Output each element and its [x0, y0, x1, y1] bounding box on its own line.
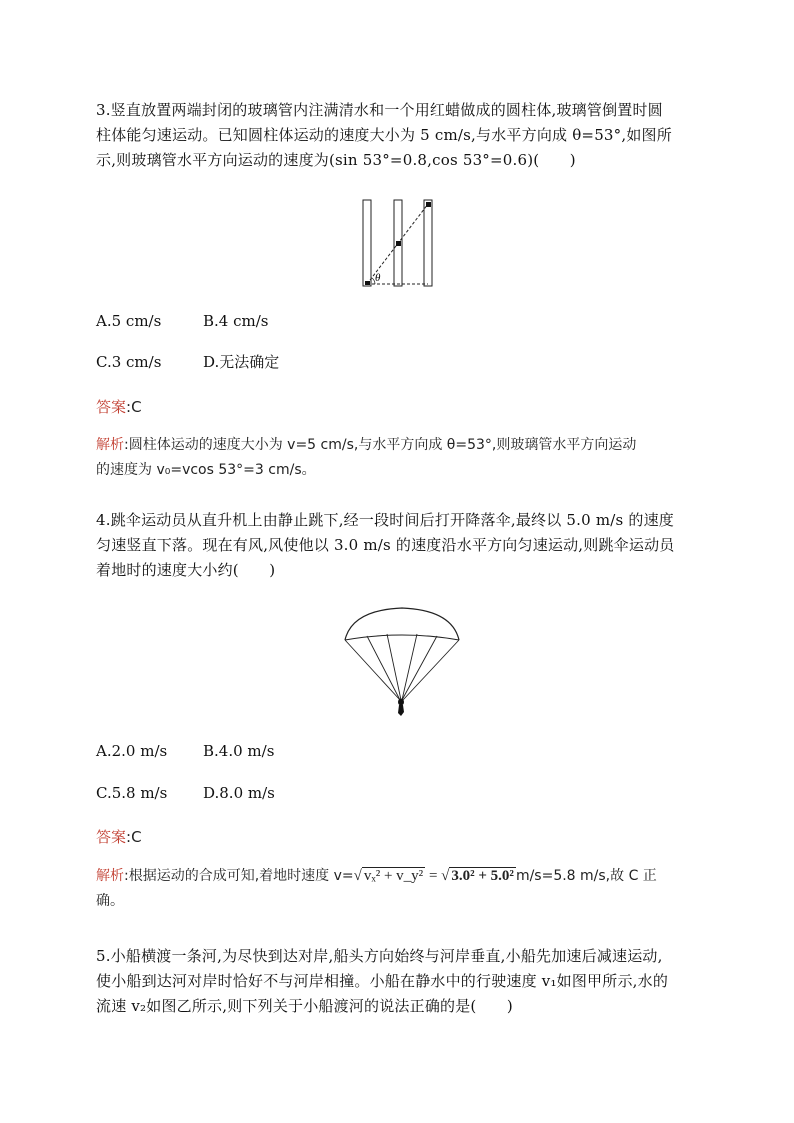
q4-answer-label: 答案 [96, 828, 127, 846]
q3-answer-value: :C [126, 398, 142, 416]
question-4-line-2: 匀速竖直下落。现在有风,风使他以 3.0 m/s 的速度沿水平方向匀速运动,则跳伞运动员 [96, 536, 675, 554]
q3-explanation-line-2: 的速度为 v₀=vcos 53°=3 cm/s。 [96, 462, 316, 478]
question-3-line-3: 示,则玻璃管水平方向运动的速度为(sin 53°=0.8,cos 53°=0.6)( ) [96, 151, 576, 169]
q4-answer [96, 826, 142, 847]
wax-block-bottom [365, 281, 370, 285]
question-5-line-1: 5.小船横渡一条河,为尽快到达对岸,船头方向始终与河岸垂直,小船先加速后减速运动, [96, 947, 663, 965]
q4-equals: = [425, 868, 442, 884]
parachute-figure [342, 606, 462, 718]
q4-explanation-post: m/s=5.8 m/s,故 C 正 [515, 868, 657, 884]
q4-option-d[interactable]: D.8.0 m/s [203, 784, 275, 802]
canopy-rim [345, 635, 459, 640]
q4-explanation-line-2: 确。 [96, 893, 124, 909]
q4-explanation-pre: :根据运动的合成可知,着地时速度 v= [124, 868, 354, 884]
question-5-line-3: 流速 v₂如图乙所示,则下列关于小船渡河的说法正确的是( ) [96, 997, 513, 1015]
wax-block-middle [396, 241, 401, 246]
jumper-icon [398, 699, 404, 717]
sqrt-velocity-components: √ vₓ² + v_y² [353, 868, 424, 884]
q3-explanation-label: 解析 [96, 437, 124, 453]
question-3 [96, 98, 700, 173]
q4-option-c[interactable]: C.5.8 m/s [96, 784, 168, 802]
question-4-line-3: 着地时的速度大小约( ) [96, 561, 276, 579]
q3-answer [96, 396, 142, 417]
question-5 [96, 944, 700, 1019]
question-3-line-1: 3.竖直放置两端封闭的玻璃管内注满清水和一个用红蜡做成的圆柱体,玻璃管倒置时圆 [96, 101, 663, 119]
question-5-line-2: 使小船到达河对岸时恰好不与河岸相撞。小船在静水中的行驶速度 v₁如图甲所示,水的 [96, 972, 669, 990]
q3-explanation-line-1: :圆柱体运动的速度大小为 v=5 cm/s,与水平方向成 θ=53°,则玻璃管水平方向运动 [124, 437, 637, 453]
tube-right [424, 200, 432, 286]
q3-explanation [96, 433, 700, 483]
q4-answer-value: :C [126, 828, 142, 846]
q4-option-a[interactable]: A.2.0 m/s [96, 742, 168, 760]
sqrt-velocity-values: √ 3.0² + 5.0² [441, 868, 514, 884]
q4-explanation [96, 864, 700, 914]
q3-option-c[interactable]: C.3 cm/s [96, 353, 162, 371]
q3-option-d[interactable]: D.无法确定 [203, 353, 280, 371]
sqrt-radicand-2: 3.0² + 5.0² [451, 868, 514, 884]
glass-tube-figure [356, 196, 456, 292]
q3-answer-label: 答案 [96, 398, 127, 416]
sqrt-radicand-1: vₓ² + v_y² [363, 868, 424, 884]
tube-left [363, 200, 371, 286]
q4-explanation-label: 解析 [96, 868, 124, 884]
question-4-line-1: 4.跳伞运动员从直升机上由静止跳下,经一段时间后打开降落伞,最终以 5.0 m/s 的速度 [96, 511, 674, 529]
question-3-line-2: 柱体能匀速运动。已知圆柱体运动的速度大小为 5 cm/s,与水平方向成 θ=53°,如图所 [96, 126, 672, 144]
theta-label: θ [375, 272, 381, 284]
q4-option-b[interactable]: B.4.0 m/s [203, 742, 275, 760]
q3-option-a[interactable]: A.5 cm/s [96, 312, 162, 330]
q3-option-b[interactable]: B.4 cm/s [203, 312, 269, 330]
question-4 [96, 508, 700, 583]
wax-block-top [426, 202, 431, 207]
